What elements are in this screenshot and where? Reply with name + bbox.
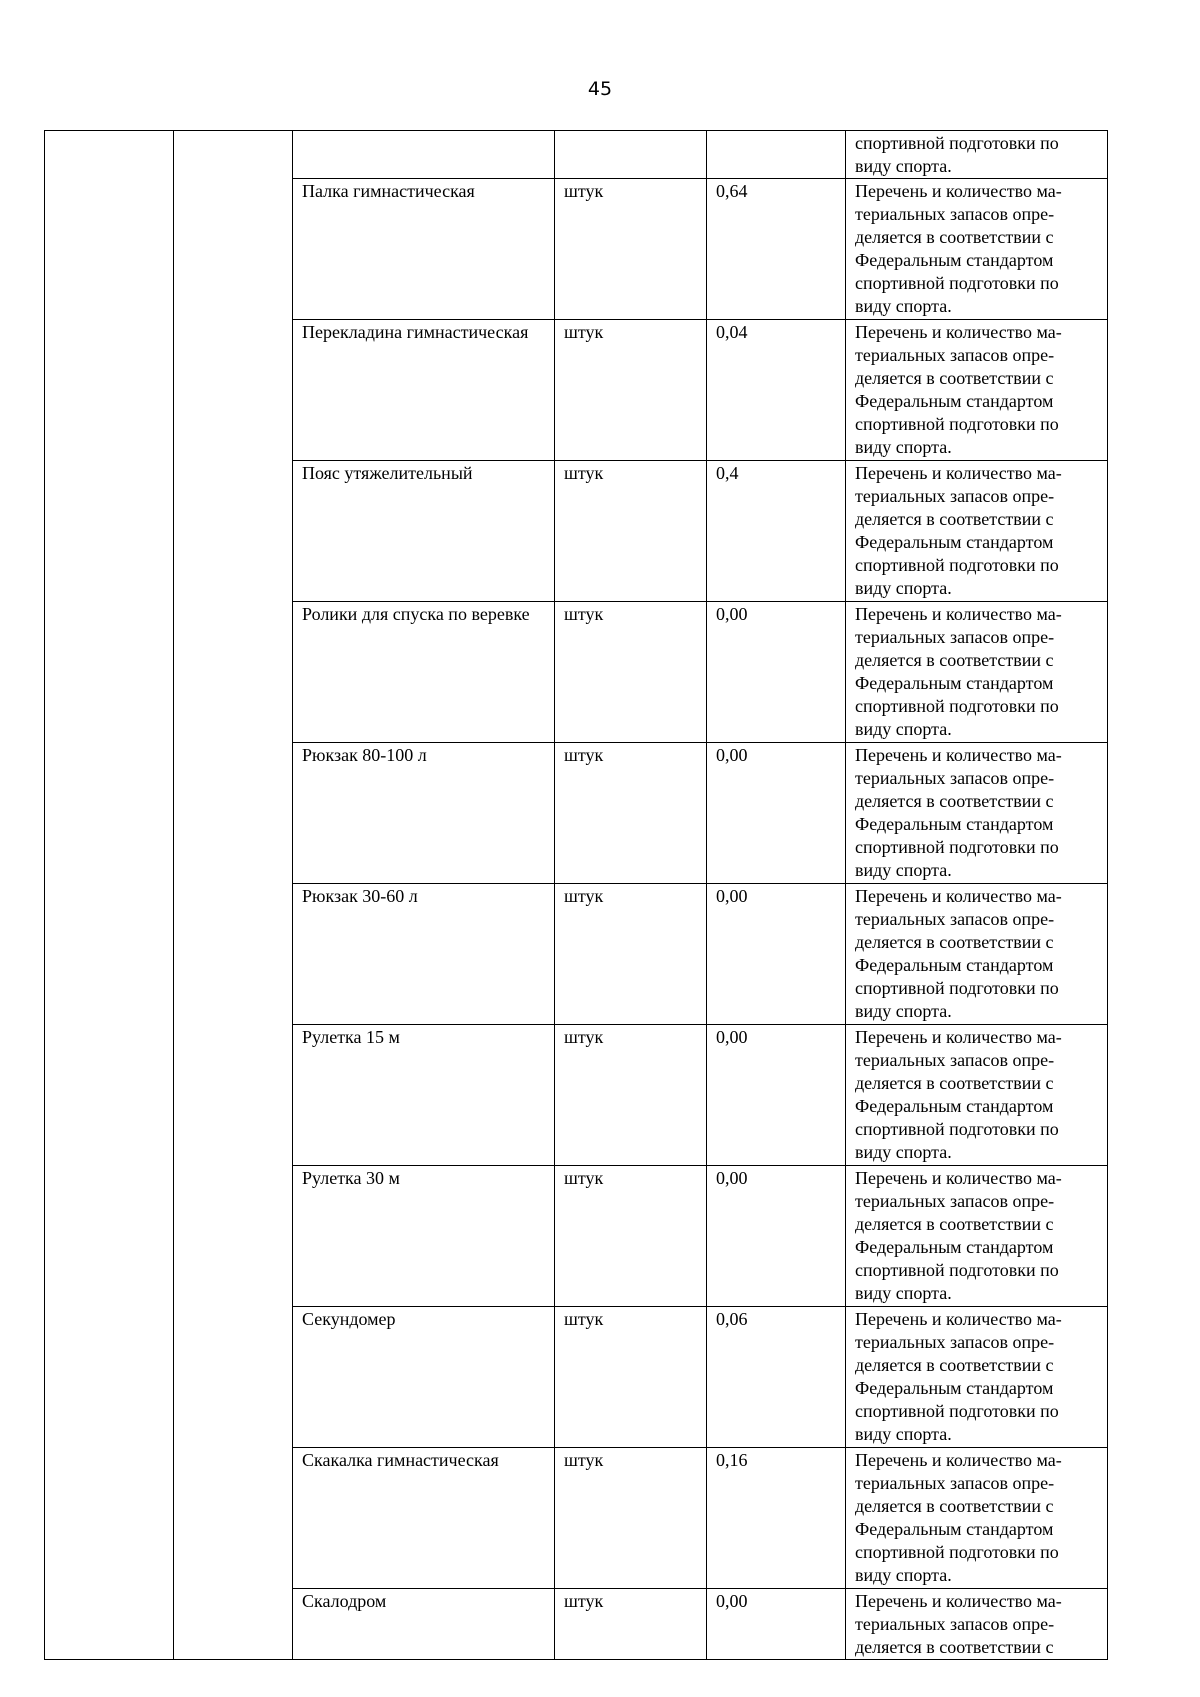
item-name-cell: Рюкзак 80-100 л — [293, 743, 555, 884]
note-line: териальных запасов опре- — [855, 345, 1055, 365]
note-line: деляется в соответствии с — [855, 509, 1054, 529]
quantity-cell: 0,4 — [707, 461, 846, 602]
note-line: Перечень и количество ма- — [855, 181, 1062, 201]
merged-empty-cell — [45, 131, 174, 1660]
unit-cell: штук — [555, 461, 707, 602]
note-cell — [846, 1448, 1108, 1589]
unit-cell: штук — [555, 602, 707, 743]
note-line: виду спорта. — [855, 1001, 952, 1021]
quantity-cell: 0,16 — [707, 1448, 846, 1589]
note-cell — [846, 1166, 1108, 1307]
note-line: Перечень и количество ма- — [855, 1591, 1062, 1611]
item-name-cell: Перекладина гимнастическая — [293, 320, 555, 461]
note-line: виду спорта. — [855, 719, 952, 739]
note-line: спортивной подготовки по — [855, 696, 1059, 716]
unit-cell: штук — [555, 179, 707, 320]
note-line: териальных запасов опре- — [855, 1332, 1055, 1352]
note-line: Перечень и количество ма- — [855, 1168, 1062, 1188]
equipment-table — [44, 130, 1108, 1660]
note-line: спортивной подготовки по — [855, 414, 1059, 434]
note-cell — [846, 884, 1108, 1025]
note-line: спортивной подготовки по — [855, 837, 1059, 857]
table-row — [45, 131, 1108, 179]
note-line: Перечень и количество ма- — [855, 1309, 1062, 1329]
note-line: териальных запасов опре- — [855, 486, 1055, 506]
note-line: териальных запасов опре- — [855, 1191, 1055, 1211]
note-line: териальных запасов опре- — [855, 768, 1055, 788]
note-line: деляется в соответствии с — [855, 1214, 1054, 1234]
note-cell — [846, 320, 1108, 461]
note-line: спортивной подготовки по — [855, 273, 1059, 293]
note-line: Федеральным стандартом — [855, 955, 1054, 975]
note-line: спортивной подготовки по — [855, 1119, 1059, 1139]
item-name-cell: Секундомер — [293, 1307, 555, 1448]
note-line: деляется в соответствии с — [855, 650, 1054, 670]
note-line: Перечень и количество ма- — [855, 604, 1062, 624]
note-line: деляется в соответствии с — [855, 227, 1054, 247]
note-line: деляется в соответствии с — [855, 1355, 1054, 1375]
note-line: Федеральным стандартом — [855, 1519, 1054, 1539]
unit-cell: штук — [555, 1448, 707, 1589]
item-name-cell: Скалодром — [293, 1589, 555, 1660]
note-line: виду спорта. — [855, 1142, 952, 1162]
note-line: деляется в соответствии с — [855, 791, 1054, 811]
note-cell — [846, 602, 1108, 743]
note-line: виду спорта. — [855, 1424, 952, 1444]
note-line: виду спорта. — [855, 860, 952, 880]
note-line: Перечень и количество ма- — [855, 886, 1062, 906]
quantity-cell — [707, 131, 846, 179]
unit-cell: штук — [555, 1166, 707, 1307]
note-line: Федеральным стандартом — [855, 532, 1054, 552]
unit-cell: штук — [555, 1025, 707, 1166]
unit-cell: штук — [555, 320, 707, 461]
quantity-cell: 0,64 — [707, 179, 846, 320]
quantity-cell: 0,00 — [707, 884, 846, 1025]
note-line: спортивной подготовки по — [855, 1542, 1059, 1562]
note-line: деляется в соответствии с — [855, 368, 1054, 388]
quantity-cell: 0,00 — [707, 743, 846, 884]
note-line: Перечень и количество ма- — [855, 463, 1062, 483]
note-cell — [846, 1307, 1108, 1448]
unit-cell: штук — [555, 743, 707, 884]
item-name-cell: Палка гимнастическая — [293, 179, 555, 320]
note-line: Федеральным стандартом — [855, 391, 1054, 411]
table-body — [45, 131, 1108, 1660]
note-cell — [846, 1589, 1108, 1660]
note-line: деляется в соответствии с — [855, 932, 1054, 952]
note-line: спортивной подготовки по — [855, 978, 1059, 998]
merged-empty-cell — [174, 131, 293, 1660]
note-line: териальных запасов опре- — [855, 1050, 1055, 1070]
quantity-cell: 0,00 — [707, 602, 846, 743]
item-name-cell: Пояс утяжелительный — [293, 461, 555, 602]
note-line: виду спорта. — [855, 1565, 952, 1585]
item-name-cell: Рюкзак 30-60 л — [293, 884, 555, 1025]
note-line: деляется в соответствии с — [855, 1496, 1054, 1516]
note-cell — [846, 1025, 1108, 1166]
note-line: Федеральным стандартом — [855, 814, 1054, 834]
note-line: спортивной подготовки по — [855, 555, 1059, 575]
quantity-cell: 0,06 — [707, 1307, 846, 1448]
quantity-cell: 0,00 — [707, 1166, 846, 1307]
unit-cell: штук — [555, 1307, 707, 1448]
note-line: териальных запасов опре- — [855, 1614, 1055, 1634]
quantity-cell: 0,04 — [707, 320, 846, 461]
note-cell — [846, 743, 1108, 884]
note-line: виду спорта. — [855, 578, 952, 598]
note-line: Перечень и количество ма- — [855, 745, 1062, 765]
note-line: Перечень и количество ма- — [855, 1450, 1062, 1470]
item-name-cell: Ролики для спуска по веревке — [293, 602, 555, 743]
note-line: Перечень и количество ма- — [855, 1027, 1062, 1047]
unit-cell — [555, 131, 707, 179]
note-line: Федеральным стандартом — [855, 673, 1054, 693]
unit-cell: штук — [555, 1589, 707, 1660]
item-name-cell — [293, 131, 555, 179]
note-line: виду спорта. — [855, 1283, 952, 1303]
note-line: Федеральным стандартом — [855, 1096, 1054, 1116]
note-line: териальных запасов опре- — [855, 1473, 1055, 1493]
quantity-cell: 0,00 — [707, 1589, 846, 1660]
note-line: Федеральным стандартом — [855, 1237, 1054, 1257]
note-line: спортивной подготовки по — [855, 1401, 1059, 1421]
unit-cell: штук — [555, 884, 707, 1025]
note-line: Перечень и количество ма- — [855, 322, 1062, 342]
quantity-cell: 0,00 — [707, 1025, 846, 1166]
page-number: 45 — [587, 78, 613, 100]
note-line: териальных запасов опре- — [855, 204, 1055, 224]
note-line: Федеральным стандартом — [855, 1378, 1054, 1398]
item-name-cell: Скакалка гимнастическая — [293, 1448, 555, 1589]
note-line: Федеральным стандартом — [855, 250, 1054, 270]
note-line: спортивной подготовки по — [855, 1260, 1059, 1280]
note-line: териальных запасов опре- — [855, 909, 1055, 929]
note-line: виду спорта. — [855, 156, 952, 176]
note-line: виду спорта. — [855, 437, 952, 457]
note-line: виду спорта. — [855, 296, 952, 316]
note-cell — [846, 131, 1108, 179]
item-name-cell: Рулетка 15 м — [293, 1025, 555, 1166]
note-line: деляется в соответствии с — [855, 1637, 1054, 1657]
note-cell — [846, 179, 1108, 320]
note-line: териальных запасов опре- — [855, 627, 1055, 647]
note-line: спортивной подготовки по — [855, 133, 1059, 153]
note-line: деляется в соответствии с — [855, 1073, 1054, 1093]
item-name-cell: Рулетка 30 м — [293, 1166, 555, 1307]
note-cell — [846, 461, 1108, 602]
